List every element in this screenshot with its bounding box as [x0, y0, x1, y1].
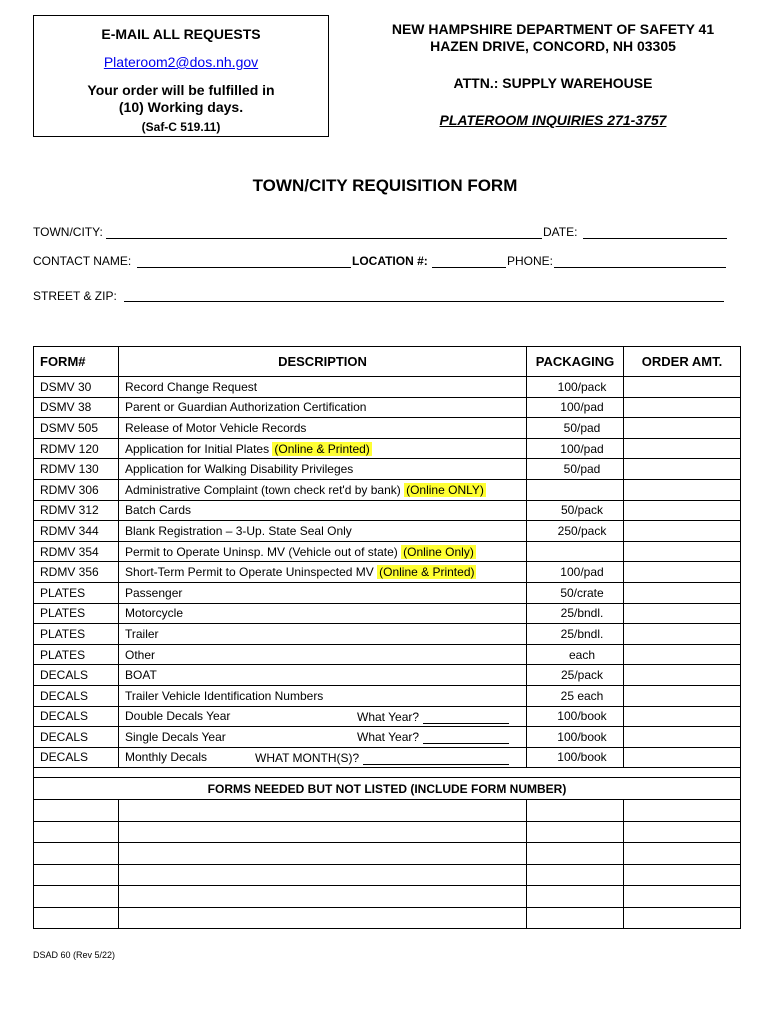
form-number: DSMV 30 [34, 377, 119, 398]
packaging-cell: 100/pack [527, 377, 624, 398]
blank-packaging-input[interactable] [527, 821, 624, 843]
email-heading: E-MAIL ALL REQUESTS [101, 26, 261, 42]
email-info-box [33, 15, 329, 137]
order-amount-input[interactable] [624, 500, 741, 521]
contact-name-label: CONTACT NAME: [33, 254, 132, 268]
packaging-cell: 50/pad [527, 418, 624, 439]
blank-form-number-input[interactable] [34, 864, 119, 886]
not-listed-header-row [34, 778, 741, 800]
not-listed-heading: FORMS NEEDED BUT NOT LISTED (INCLUDE FORM NUMBER) [34, 778, 741, 800]
table-row [34, 479, 741, 500]
description-cell [119, 562, 527, 583]
extra-answer-field[interactable] [363, 752, 509, 765]
phone-label: PHONE: [507, 254, 554, 268]
blank-description-input[interactable] [119, 864, 527, 886]
description-cell [119, 706, 527, 727]
table-row [34, 562, 741, 583]
order-amount-input[interactable] [624, 541, 741, 562]
table-row [34, 624, 741, 645]
extra-question [255, 751, 509, 765]
extra-question [357, 730, 509, 744]
description-text: Other [125, 647, 156, 662]
street-zip-field[interactable] [124, 301, 724, 302]
blank-entry-row [34, 907, 741, 929]
description-text: Record Change Request [125, 379, 258, 394]
form-number: DECALS [34, 685, 119, 706]
town-city-label: TOWN/CITY: [33, 225, 103, 239]
header-form: FORM# [34, 347, 119, 377]
order-amount-input[interactable] [624, 603, 741, 624]
form-title: TOWN/CITY REQUISITION FORM [252, 176, 518, 195]
description-text: Batch Cards [125, 503, 192, 518]
blank-description-input[interactable] [119, 821, 527, 843]
separator-cell [34, 768, 741, 778]
location-field[interactable] [432, 267, 506, 268]
description-text: Short-Term Permit to Operate Uninspected MV [125, 565, 374, 580]
blank-packaging-input[interactable] [527, 800, 624, 822]
description-text: Release of Motor Vehicle Records [125, 420, 307, 435]
blank-form-number-input[interactable] [34, 907, 119, 929]
availability-highlight: (Online & Printed) [379, 565, 475, 580]
form-number: DECALS [34, 665, 119, 686]
packaging-cell: 100/pad [527, 438, 624, 459]
form-number: PLATES [34, 582, 119, 603]
description-cell [119, 459, 527, 480]
attention-line: ATTN.: SUPPLY WAREHOUSE [453, 75, 653, 91]
description-cell [119, 665, 527, 686]
table-row [34, 521, 741, 542]
blank-order-amount-input[interactable] [624, 907, 741, 929]
table-row [34, 706, 741, 727]
blank-entry-row [34, 800, 741, 822]
order-amount-input[interactable] [624, 479, 741, 500]
form-number: DECALS [34, 706, 119, 727]
description-text: Single Decals Year [125, 729, 226, 744]
blank-description-input[interactable] [119, 886, 527, 908]
form-revision: DSAD 60 (Rev 5/22) [33, 950, 116, 960]
blank-order-amount-input[interactable] [624, 821, 741, 843]
table-row [34, 665, 741, 686]
table-row [34, 397, 741, 418]
fulfillment-line-1: Your order will be fulfilled in [87, 82, 275, 98]
blank-description-input[interactable] [119, 843, 527, 865]
blank-packaging-input[interactable] [527, 886, 624, 908]
header-packaging: PACKAGING [527, 347, 624, 377]
blank-form-number-input[interactable] [34, 800, 119, 822]
description-cell [119, 377, 527, 398]
blank-order-amount-input[interactable] [624, 843, 741, 865]
header-description: DESCRIPTION [119, 347, 527, 377]
table-row [34, 644, 741, 665]
packaging-cell: 50/crate [527, 582, 624, 603]
description-cell [119, 479, 527, 500]
table-row [34, 500, 741, 521]
form-number: RDMV 312 [34, 500, 119, 521]
extra-answer-field[interactable] [423, 711, 509, 724]
packaging-cell: each [527, 644, 624, 665]
packaging-cell: 100/pad [527, 397, 624, 418]
form-number: PLATES [34, 603, 119, 624]
packaging-cell [527, 479, 624, 500]
email-link[interactable]: Plateroom2@dos.nh.gov [103, 54, 259, 70]
blank-packaging-input[interactable] [527, 843, 624, 865]
order-amount-input[interactable] [624, 624, 741, 645]
form-number: RDMV 306 [34, 479, 119, 500]
packaging-cell: 50/pack [527, 500, 624, 521]
table-row [34, 747, 741, 768]
requisition-table [33, 346, 741, 929]
availability-highlight: (Online Only) [403, 544, 474, 559]
description-text: BOAT [125, 668, 157, 683]
order-amount-input[interactable] [624, 521, 741, 542]
packaging-cell [527, 541, 624, 562]
packaging-cell: 100/book [527, 727, 624, 748]
order-amount-input[interactable] [624, 459, 741, 480]
packaging-cell: 100/book [527, 706, 624, 727]
description-text: Passenger [125, 585, 183, 600]
street-zip-label: STREET & ZIP: [33, 289, 117, 303]
order-amount-input[interactable] [624, 747, 741, 768]
description-text: Permit to Operate Uninsp. MV (Vehicle out of state) [125, 544, 398, 559]
availability-highlight: (Online & Printed) [274, 441, 370, 456]
packaging-cell: 25/bndl. [527, 603, 624, 624]
order-amount-input[interactable] [624, 685, 741, 706]
separator-row [34, 768, 741, 778]
order-amount-input[interactable] [624, 562, 741, 583]
table-row [34, 727, 741, 748]
packaging-cell: 25 each [527, 685, 624, 706]
blank-entry-row [34, 821, 741, 843]
extra-question-label: What Year? [357, 709, 420, 724]
extra-question [357, 710, 509, 724]
form-number: RDMV 344 [34, 521, 119, 542]
form-number: DSMV 38 [34, 397, 119, 418]
contact-name-field[interactable] [137, 267, 351, 268]
date-field[interactable] [583, 238, 727, 239]
description-cell [119, 727, 527, 748]
order-amount-input[interactable] [624, 727, 741, 748]
blank-entry-row [34, 864, 741, 886]
blank-order-amount-input[interactable] [624, 886, 741, 908]
table-row [34, 603, 741, 624]
description-text: Monthly Decals [125, 750, 208, 765]
description-text: Motorcycle [125, 606, 184, 621]
availability-highlight: (Online ONLY) [406, 482, 484, 497]
packaging-cell: 25/bndl. [527, 624, 624, 645]
table-row [34, 685, 741, 706]
fulfillment-note [34, 82, 328, 116]
order-amount-input[interactable] [624, 665, 741, 686]
table-header-row [34, 347, 741, 377]
extra-answer-field[interactable] [423, 731, 509, 744]
address-line-1: NEW HAMPSHIRE DEPARTMENT OF SAFETY 41 [391, 21, 715, 37]
address-line-2: HAZEN DRIVE, CONCORD, NH 03305 [430, 38, 676, 54]
packaging-cell: 25/pack [527, 665, 624, 686]
description-text: Trailer [125, 626, 159, 641]
order-amount-input[interactable] [624, 418, 741, 439]
description-cell [119, 397, 527, 418]
description-cell [119, 541, 527, 562]
order-amount-input[interactable] [624, 706, 741, 727]
description-cell [119, 644, 527, 665]
table-row [34, 541, 741, 562]
order-amount-input[interactable] [624, 377, 741, 398]
blank-order-amount-input[interactable] [624, 800, 741, 822]
blank-form-number-input[interactable] [34, 843, 119, 865]
table-row [34, 377, 741, 398]
description-text: Application for Walking Disability Privileges [125, 462, 354, 477]
fulfillment-line-2: (10) Working days. [118, 99, 244, 115]
form-number: PLATES [34, 644, 119, 665]
description-cell [119, 438, 527, 459]
description-cell [119, 603, 527, 624]
town-city-field[interactable] [106, 238, 542, 239]
location-label: LOCATION #: [352, 254, 428, 268]
form-number: DSMV 505 [34, 418, 119, 439]
order-amount-input[interactable] [624, 582, 741, 603]
header-order-amt: ORDER AMT. [624, 347, 741, 377]
blank-description-input[interactable] [119, 800, 527, 822]
packaging-cell: 100/book [527, 747, 624, 768]
description-text: Parent or Guardian Authorization Certification [125, 400, 367, 415]
blank-packaging-input[interactable] [527, 864, 624, 886]
extra-question-label: What Year? [357, 730, 420, 745]
packaging-cell: 100/pad [527, 562, 624, 583]
blank-entry-row [34, 843, 741, 865]
form-number: RDMV 120 [34, 438, 119, 459]
description-cell [119, 582, 527, 603]
phone-field[interactable] [554, 267, 726, 268]
description-text: Application for Initial Plates [125, 441, 270, 456]
form-number: DECALS [34, 727, 119, 748]
table-row [34, 582, 741, 603]
description-text: Trailer Vehicle Identification Numbers [125, 688, 324, 703]
blank-form-number-input[interactable] [34, 821, 119, 843]
form-number: RDMV 356 [34, 562, 119, 583]
description-cell [119, 500, 527, 521]
description-cell [119, 685, 527, 706]
blank-entry-row [34, 886, 741, 908]
form-number: RDMV 130 [34, 459, 119, 480]
description-cell [119, 521, 527, 542]
table-row [34, 418, 741, 439]
form-number: PLATES [34, 624, 119, 645]
description-cell [119, 624, 527, 645]
form-number: DECALS [34, 747, 119, 768]
department-address [360, 21, 746, 55]
order-amount-input[interactable] [624, 644, 741, 665]
blank-description-input[interactable] [119, 907, 527, 929]
order-amount-input[interactable] [624, 438, 741, 459]
blank-order-amount-input[interactable] [624, 864, 741, 886]
packaging-cell: 50/pad [527, 459, 624, 480]
description-cell [119, 747, 527, 768]
order-amount-input[interactable] [624, 397, 741, 418]
plateroom-inquiries: PLATEROOM INQUIRIES 271-3757 [439, 112, 667, 128]
blank-packaging-input[interactable] [527, 907, 624, 929]
table-row [34, 459, 741, 480]
description-cell [119, 418, 527, 439]
citation: (Saf-C 519.11) [141, 120, 221, 134]
table-row [34, 438, 741, 459]
blank-form-number-input[interactable] [34, 886, 119, 908]
packaging-cell: 250/pack [527, 521, 624, 542]
extra-question-label: WHAT MONTH(S)? [255, 750, 360, 765]
form-number: RDMV 354 [34, 541, 119, 562]
description-text: Double Decals Year [125, 709, 231, 724]
description-text: Blank Registration – 3-Up. State Seal Only [125, 523, 352, 538]
date-label: DATE: [543, 225, 578, 239]
description-text: Administrative Complaint (town check ret'd by bank) [125, 482, 401, 497]
